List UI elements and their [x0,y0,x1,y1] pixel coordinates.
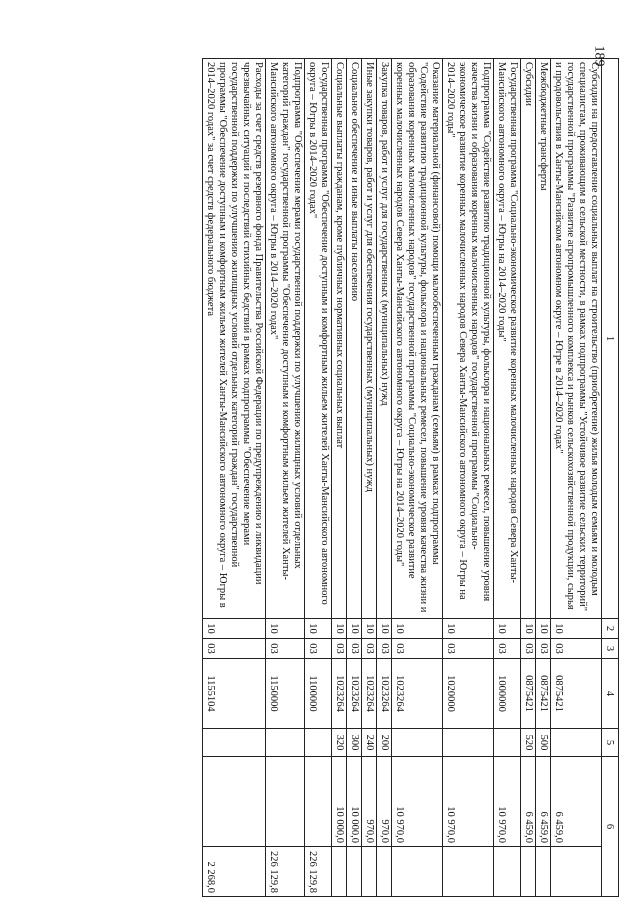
row-target-code: 1020000 [443,659,494,729]
row-section: 10 [203,619,266,639]
row-name: Социальное обеспечение и иные выплаты населению [347,59,362,619]
row-subsection: 03 [305,639,332,659]
row-subsection: 03 [443,639,494,659]
row-subsection: 03 [203,639,266,659]
row-amount: 6 459,0 [551,757,602,847]
row-subsection: 03 [362,639,377,659]
row-amount: 970,0 [362,757,377,847]
row-section: 10 [536,619,551,639]
row-subsection: 03 [494,639,521,659]
table-row [203,59,266,897]
row-subsection: 03 [347,639,362,659]
table-row [392,59,443,897]
row-amount: 10 970,0 [392,757,443,847]
row-amount-total [377,847,392,897]
header-col-4: 4 [602,659,619,729]
row-target-code: 1100000 [305,659,332,729]
row-amount-total [332,847,347,897]
row-name: Иные закупки товаров, работ и услуг для обеспечения государственных (муниципальных) нужд [362,59,377,619]
table-row [362,59,377,897]
row-name: Подпрограмма "Обеспечение мерами государственной поддержки по улучшению жилищных условий отдельных категорий граждан" государственной программы "Обеспечение доступным и комфортным жильем жителей Ханты-Мансийского автономного округа – Югры в 2014–2020 годах" [266,59,305,619]
row-amount: 6 459,0 [536,757,551,847]
row-target-code: 0875421 [521,659,536,729]
header-col-3: 3 [602,639,619,659]
budget-table [202,58,619,897]
row-amount-total [521,847,536,897]
row-expense-type [551,729,602,757]
row-expense-type: 240 [362,729,377,757]
row-amount [203,757,266,847]
row-amount-total: 226 129,8 [266,847,305,897]
row-subsection: 03 [332,639,347,659]
table-row [305,59,332,897]
row-amount: 10 000,0 [332,757,347,847]
row-amount: 10 000,0 [347,757,362,847]
row-target-code: 1000000 [494,659,521,729]
row-name: Субсидии на предоставление социальных выплат на строительство (приобретение) жилья молодым семьям и молодым специалистам, проживающим в сельской местности, в рамках подпрограммы "Устойчивое развитие сельских территорий" государственной программы "Развитие агропромышленного комплекса и рынков сельскохозяйственной продукции, сырья и продовольствия в Ханты-Мансийском автономном округе – Югре в 2014–2020 годах" [551,59,602,619]
header-col-2: 2 [602,619,619,639]
table-row [377,59,392,897]
row-name: Межбюджетные трансферты [536,59,551,619]
row-amount-total: 226 129,8 [305,847,332,897]
row-amount-total [494,847,521,897]
row-name: Государственная программа "Социально-экономическое развитие коренных малочисленных народов Севера Ханты-Мансийского автономного округа – Югры на 2014–2020 годы" [494,59,521,619]
row-subsection: 03 [551,639,602,659]
row-name: Социальные выплаты гражданам, кроме публичных нормативных социальных выплат [332,59,347,619]
row-amount-total [347,847,362,897]
table-row [521,59,536,897]
row-section: 10 [377,619,392,639]
row-amount: 10 970,0 [443,757,494,847]
row-amount [305,757,332,847]
row-expense-type: 500 [536,729,551,757]
table-row [494,59,521,897]
row-expense-type: 300 [347,729,362,757]
row-name: Закупка товаров, работ и услуг для государственных (муниципальных) нужд [377,59,392,619]
row-expense-type: 320 [332,729,347,757]
row-expense-type [392,729,443,757]
row-target-code: 1023264 [392,659,443,729]
table-row [266,59,305,897]
row-amount [266,757,305,847]
row-amount-total: 2 268,0 [203,847,266,897]
table-row [332,59,347,897]
header-row [602,59,619,897]
row-amount-total [551,847,602,897]
row-section: 10 [347,619,362,639]
row-subsection: 03 [377,639,392,659]
table-row [443,59,494,897]
row-amount-total [392,847,443,897]
row-name: Расходы за счет средств резервного фонда Правительства Российской Федерации по предупреждению и ликвидации чрезвычайных ситуаций и последствий стихийных бедствий в рамках подпрограммы "Обеспечение мерами государственной поддержки по улучшению жилищных условий отдельных категорий граждан" государственной программы "Обеспечение доступным и комфортным жильем жителей Ханты-Мансийского автономного округа – Югры в 2014–2020 годах" за счет средств федерального бюджета [203,59,266,619]
row-expense-type [305,729,332,757]
row-section: 10 [521,619,536,639]
row-name: Субсидии [521,59,536,619]
row-name: Оказание материальной (финансовой) помощи малообеспеченным гражданам (семьям) в рамках подпрограммы "Содействие развитию традиционной культуры, фольклора и национальных ремесел, повышение уровня качества жизни и образования коренных малочисленных народов" государственной программы "Социально-экономическое развитие коренных малочисленных народов Севера Ханты-Мансийского автономного округа – Югры на 2014–2020 годы" [392,59,443,619]
header-col-1: 1 [602,59,619,619]
row-amount-total [362,847,377,897]
row-section: 10 [266,619,305,639]
row-target-code: 1155104 [203,659,266,729]
row-expense-type [443,729,494,757]
table-row [536,59,551,897]
row-expense-type: 200 [377,729,392,757]
row-subsection: 03 [266,639,305,659]
row-name: Государственная программа "Обеспечение доступным и комфортным жильем жителей Ханты-Мансийского автономного округа – Югры в 2014–2020 годах" [305,59,332,619]
row-section: 10 [551,619,602,639]
table-row [347,59,362,897]
rotated-page [81,58,619,896]
row-subsection: 03 [521,639,536,659]
row-section: 10 [392,619,443,639]
row-target-code: 1023264 [332,659,347,729]
row-amount-total [536,847,551,897]
row-section: 10 [332,619,347,639]
row-subsection: 03 [536,639,551,659]
row-amount-total [443,847,494,897]
row-expense-type [266,729,305,757]
row-amount: 970,0 [377,757,392,847]
row-target-code: 1023264 [347,659,362,729]
row-subsection: 03 [392,639,443,659]
header-col-6: 6 [602,757,619,897]
page-number: 189 [591,45,607,67]
row-name: Подпрограмма "Содействие развитию традиционной культуры, фольклора и национальных ремесел, повышение уровня качества жизни и образования коренных малочисленных народов" государственной программы "Социально-экономическое развитие коренных малочисленных народов Севера Ханты-Мансийского автономного округа – Югры на 2014–2020 годы" [443,59,494,619]
table-row [551,59,602,897]
row-expense-type [494,729,521,757]
row-section: 10 [494,619,521,639]
row-target-code: 1150000 [266,659,305,729]
row-amount: 10 970,0 [494,757,521,847]
row-section: 10 [362,619,377,639]
row-target-code: 0875421 [536,659,551,729]
row-section: 10 [443,619,494,639]
row-target-code: 1023264 [362,659,377,729]
row-expense-type [203,729,266,757]
row-amount: 6 459,0 [521,757,536,847]
row-section: 10 [305,619,332,639]
row-target-code: 0875421 [551,659,602,729]
row-target-code: 1023264 [377,659,392,729]
header-col-5: 5 [602,729,619,757]
row-expense-type: 520 [521,729,536,757]
